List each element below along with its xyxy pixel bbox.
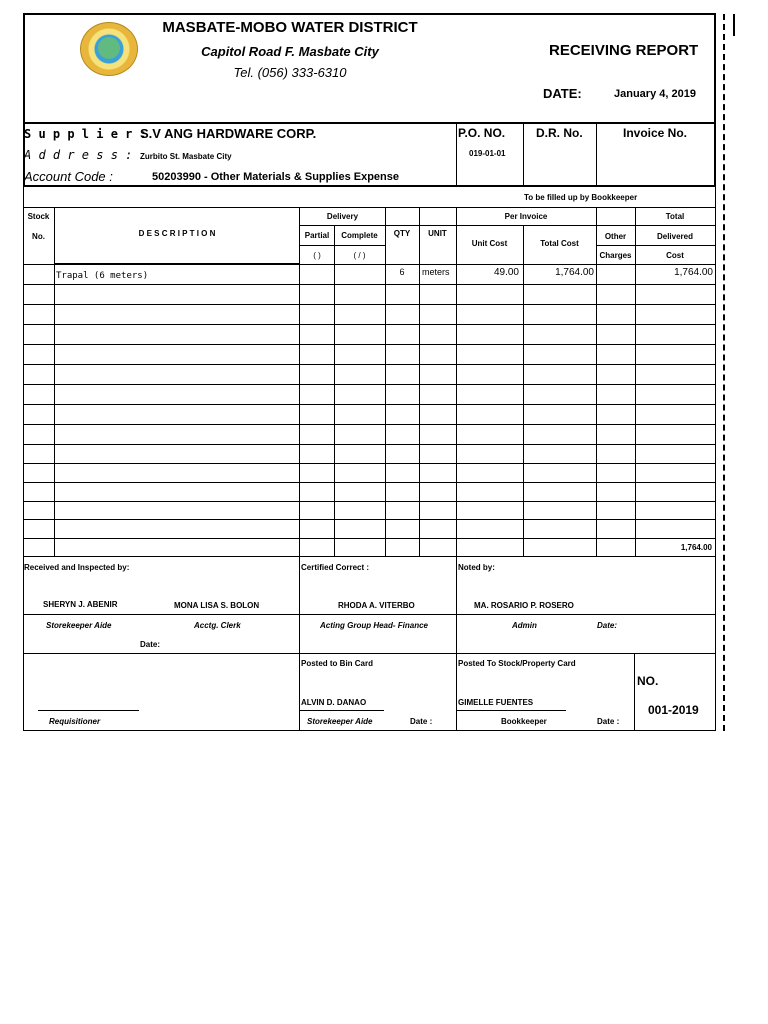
col-charges: Charges — [599, 251, 632, 260]
requisitioner-label: Requisitioner — [49, 717, 101, 726]
po-value: 019-01-01 — [469, 149, 506, 158]
org-name: MASBATE-MOBO WATER DISTRICT — [162, 19, 418, 36]
posted-bin-card-label: Posted to Bin Card — [301, 659, 374, 668]
form-bottom-border — [23, 730, 716, 731]
position-storekeeper-aide-2: Storekeeper Aide — [307, 717, 373, 726]
position-admin: Admin — [512, 621, 537, 630]
col-description: D E S C R I P T I O N — [138, 229, 216, 238]
col-other: Other — [604, 232, 627, 241]
signatory-viterbo: RHODA A. VITERBO — [338, 601, 415, 610]
date-value: January 4, 2019 — [614, 88, 696, 100]
position-acctg-clerk: Acctg. Clerk — [194, 621, 241, 630]
col-partial: Partial — [304, 231, 330, 240]
col-delivered: Delivered — [656, 232, 694, 241]
account-code-label: Account Code : — [24, 169, 113, 184]
supplier-value: S.V ANG HARDWARE CORP. — [140, 126, 317, 141]
position-bookkeeper: Bookkeeper — [501, 717, 547, 726]
certified-label: Certified Correct : — [301, 563, 370, 572]
date-label: DATE: — [543, 86, 582, 101]
col-per-invoice: Per Invoice — [504, 212, 548, 221]
signatory-bolon: MONA LISA S. BOLON — [174, 601, 260, 610]
org-address: Capitol Road F. Masbate City — [201, 44, 379, 59]
date-label-stock: Date : — [597, 717, 620, 726]
col-stock: Stock — [27, 212, 50, 221]
posted-stock-card-label: Posted To Stock/Property Card — [458, 659, 576, 668]
position-storekeeper-aide: Storekeeper Aide — [46, 621, 112, 630]
item-unit: meters — [422, 267, 450, 277]
signatory-danao: ALVIN D. DANAO — [301, 698, 367, 707]
supplier-label: S u p p l i e r : — [24, 127, 147, 141]
item-qty: 6 — [399, 267, 405, 277]
signatory-rosero: MA. ROSARIO P. ROSERO — [474, 601, 574, 610]
received-label: Received and Inspected by: — [24, 563, 130, 572]
col-total-cost: Total Cost — [540, 239, 579, 248]
address-label: A d d r e s s : — [24, 148, 133, 162]
col-no: No. — [32, 232, 45, 241]
table-right-border — [715, 186, 716, 731]
item-description: Trapal (6 meters) — [56, 271, 149, 281]
invoice-label: Invoice No. — [623, 126, 688, 140]
report-title: RECEIVING REPORT — [549, 42, 699, 59]
signatory-fuentes: GIMELLE FUENTES — [458, 698, 534, 707]
col-unit-cost: Unit Cost — [471, 239, 508, 248]
no-value: 001-2019 — [648, 703, 699, 717]
col-cost: Cost — [666, 251, 684, 260]
supplier-bottom-border — [23, 185, 716, 187]
grand-total: 1,764.00 — [680, 543, 712, 552]
col-qty: QTY — [393, 229, 411, 238]
org-tel: Tel. (056) 333-6310 — [233, 65, 347, 80]
col-unit: UNIT — [428, 229, 447, 238]
complete-mark: ( / ) — [353, 251, 366, 260]
item-total-cost: 1,764.00 — [555, 267, 594, 278]
form-right-border — [714, 13, 716, 186]
item-unit-cost: 49.00 — [493, 267, 519, 278]
item-delivered-cost: 1,764.00 — [674, 267, 713, 278]
header-bottom-border — [23, 122, 716, 124]
dr-label: D.R. No. — [536, 126, 583, 140]
cut-line — [723, 14, 725, 731]
col-total: Total — [665, 212, 685, 221]
no-label: NO. — [637, 674, 659, 688]
noted-label: Noted by: — [458, 563, 495, 572]
account-code-value: 50203990 - Other Materials & Supplies Expense — [152, 171, 400, 183]
header-top-border — [23, 13, 716, 15]
date-label-received: Date: — [140, 640, 161, 649]
date-label-admin: Date: — [597, 621, 618, 630]
col-complete: Complete — [341, 231, 378, 240]
date-label-bin: Date : — [410, 717, 433, 726]
bookkeeper-note: To be filled up by Bookkeeper — [524, 193, 638, 202]
table-left-border — [23, 186, 24, 731]
district-seal-logo — [80, 22, 138, 76]
partial-mark: ( ) — [313, 251, 321, 260]
signatory-abenir: SHERYN J. ABENIR — [43, 600, 118, 609]
address-value: Zurbito St. Masbate City — [140, 152, 232, 161]
position-finance-head: Acting Group Head- Finance — [320, 621, 429, 630]
col-delivery: Delivery — [326, 212, 359, 221]
po-label: P.O. NO. — [458, 126, 506, 140]
